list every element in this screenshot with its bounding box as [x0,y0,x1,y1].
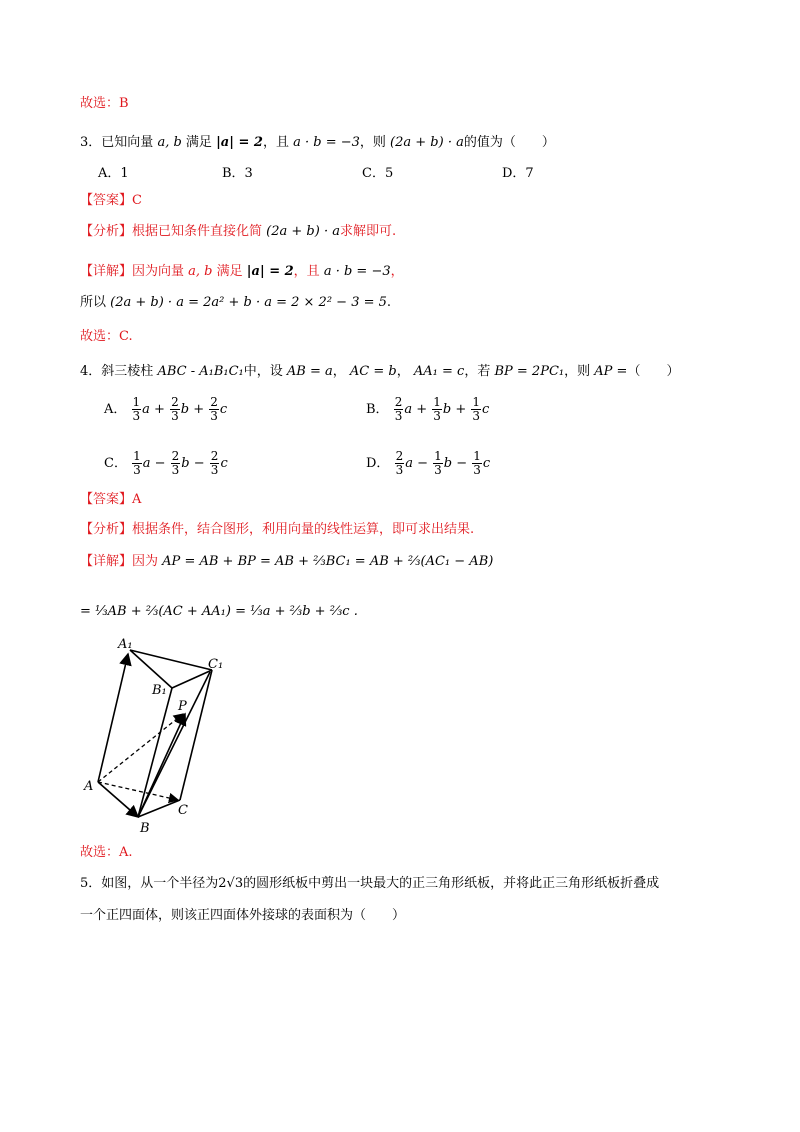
q3-computation-expression: (2a + b) · a = 2a² + b · a = 2 × 2² − 3 = 5 [110,295,387,310]
q4-analysis-label: 【分析】 [80,522,133,537]
q4-condition: BP = 2PC₁ [494,364,565,379]
q3-stem-text-a: 已知向量 [101,135,154,150]
q3-analysis-expression: (2a + b) · a [266,224,340,239]
q4-option-a-term-1: a + [142,402,165,417]
label-p: P [178,699,187,714]
q4-option-d-label: D． [366,456,390,471]
q3-expression: (2a + b) · a [390,135,464,150]
q4-option-c-label: C． [104,456,127,471]
q4-option-a-term-3: c [219,402,228,417]
q4-option-b-term-2: b + [442,402,467,417]
q3-analysis [80,222,396,242]
label-b1: B₁ [152,683,167,698]
q4-option-b-term-1: a + [404,402,428,417]
label-a: A [84,779,94,794]
edge-cc1 [180,670,212,800]
q4-option-a-label: A． [104,402,127,417]
edge-a1c1 [130,650,212,670]
q4-option-b-label: B． [366,402,389,417]
label-c1: C₁ [208,657,224,672]
q4-option-d-term-2: b − [443,456,468,471]
q4-detail-line-2-row [80,602,358,622]
q4-stem-text-e: （ ） [627,364,680,379]
q3-detail-text-c: ，且 [293,264,320,279]
edge-ac-dashed [98,782,178,800]
q3-so-prefix: 所以 [80,295,107,310]
q4-detail-line-2: = ⅓AB + ⅔(AC + AA₁) = ⅓a + ⅔b + ⅔c . [80,604,358,619]
q4-answer-label: 【答案】 [80,492,133,507]
q3-computation-end: . [386,295,392,310]
q3-cond-modulus: |a| = 2 [216,135,263,150]
q4-analysis [80,520,474,540]
q4-option-c-term-2: b − [181,456,205,471]
q4-def-ab: AB = a [286,364,333,379]
q4-def-ac: AC = b [349,364,397,379]
q3-detail-text-d: ， [390,264,404,279]
q4-option-b: B． $\frac{2}{3}$ a + $\frac{1}{3}$ b + $\frac{1}{3}$ c [366,395,490,423]
q4-stem-text-c: ，若 [464,364,491,379]
q4-stem-text-b: 中，设 [243,364,283,379]
q5-line-1-text: 如图，从一个半径为2√3的圆形纸板中剪出一块最大的正三角形纸板，并将此正三角形纸板折叠成 [101,876,660,891]
label-c: C [178,803,188,818]
q5-stem-line-2: 一个正四面体，则该正四面体外接球的表面积为（ ） [80,908,406,923]
q3-stem-text-d: ，则 [359,135,386,150]
q4-detail-label: 【详解】 [80,554,133,569]
edge-ab [98,782,138,817]
q3-stem-text-b: 满足 [181,135,212,150]
edge-aa1 [98,654,128,782]
q4-detail-line-1: AP = AB + BP = AB + ⅔BC₁ = AB + ⅔(AC₁ − AB) [162,554,494,569]
q3-answer [80,191,142,211]
q3-analysis-text-a: 根据已知条件直接化简 [132,224,263,239]
q4-stem-text-d: ，则 [564,364,591,379]
q4-option-c-term-1: a − [142,456,166,471]
q4-stem: 4．斜三棱柱 ABC - A₁B₁C₁中，设 AB = a， AC = b， AA₁ = c，若 BP = 2PC₁，则 AP =（ ） [80,364,680,379]
q4-option-a: A． $\frac{1}{3}$ a + $\frac{2}{3}$ b + $\frac{2}{3}$ c [104,395,228,423]
label-b: B [140,821,150,836]
q4-number: 4． [80,364,102,379]
q3-option-a: A．1 [98,166,129,181]
q3-detail-vars: a, b [188,264,213,279]
prism-figure [80,632,240,842]
q4-option-c: C． $\frac{1}{3}$ a − $\frac{2}{3}$ b − $\frac{2}{3}$ c [104,449,228,477]
q3-stem-text-e: 的值为（ ） [463,135,555,150]
q4-option-a-term-2: b + [180,402,205,417]
q3-detail-label: 【详解】 [80,264,133,279]
q3-vars: a, b [157,135,182,150]
q3-analysis-text-b: 求解即可. [339,224,397,239]
q4-answer [80,490,141,510]
q3-number: 3． [80,135,102,150]
q3-detail-cond-dot: a · b = −3 [323,264,391,279]
q5-number: 5． [80,876,102,891]
q4-option-b-term-3: c [482,402,490,417]
q4-stem-text-a: 斜三棱柱 [101,364,154,379]
q3-detail-text-a: 因为向量 [132,264,185,279]
label-a1: A₁ [118,637,133,652]
q4-prism: ABC - A₁B₁C₁ [157,364,244,379]
q4-final: 故选：A. [80,845,133,860]
q4-option-d-term-3: c [482,456,491,471]
q3-option-b: B．3 [222,166,253,181]
q3-cond-dot: a · b = −3 [293,135,360,150]
q3-detail [80,262,404,282]
q3-computation [80,293,391,313]
q4-def-aa1: AA₁ = c [413,364,465,379]
q5-stem-line-1 [80,874,659,894]
q4-detail [80,552,493,572]
q3-answer-label: 【答案】 [80,193,133,208]
q3-option-d: D．7 [502,166,534,181]
q3-analysis-label: 【分析】 [80,224,133,239]
previous-answer-conclusion: 故选：B [80,96,129,111]
q3-option-c: C．5 [362,166,394,181]
q3-stem [80,133,555,153]
q4-option-d: D． $\frac{2}{3}$ a − $\frac{1}{3}$ b − $\frac{1}{3}$ c [366,449,491,477]
q3-detail-cond-modulus: |a| = 2 [246,264,294,279]
q4-option-c-term-3: c [220,456,228,471]
q4-answer-value: A [132,492,142,507]
q4-analysis-text: 根据条件，结合图形，利用向量的线性运算，即可求出结果. [132,522,475,537]
q4-detail-text-a: 因为 [132,554,159,569]
q4-option-d-term-1: a − [405,456,428,471]
q3-detail-text-b: 满足 [212,264,243,279]
q3-final: 故选：C. [80,329,133,344]
q4-target: AP = [594,364,628,379]
q3-answer-value: C [132,193,142,208]
q3-stem-text-c: ，且 [262,135,289,150]
